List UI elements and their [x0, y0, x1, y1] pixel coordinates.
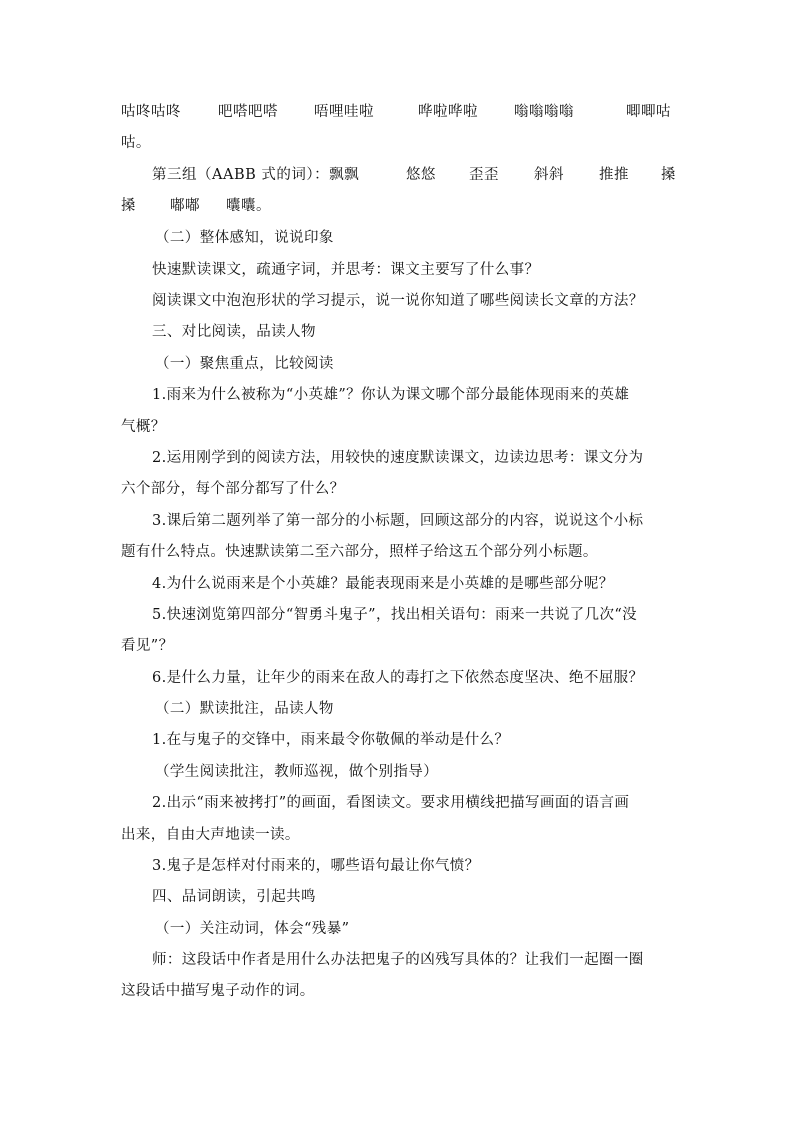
word-item: 搡 [661, 167, 676, 183]
word-item: 唔哩哇啦 [314, 104, 374, 120]
question-line: 题有什么特点。快速默读第二至六部分，照样子给这五个部分列小标题。 [121, 544, 598, 560]
section-heading: （二）整体感知，说说印象 [155, 230, 334, 246]
question-line: 6.是什么力量，让年少的雨来在敌人的毒打之下依然态度坚决、绝不屈服？ [152, 670, 644, 686]
question-line: 1.在与鬼子的交锋中，雨来最令你敬佩的举动是什么？ [152, 732, 510, 748]
question-line: 1.雨来为什么被称为“小英雄”？你认为课文哪个部分最能体现雨来的英雄 [152, 387, 630, 403]
question-line: 2.出示“雨来被拷打”的画面，看图读文。要求用横线把描写画面的语言画 [152, 795, 630, 811]
group3-row [121, 165, 681, 185]
question-line: 4.为什么说雨来是个小英雄？最能表现雨来是小英雄的是哪些部分呢？ [152, 576, 614, 592]
question-line: 出来，自由大声地读一读。 [121, 827, 300, 843]
word-item: 囔囔。 [226, 198, 271, 214]
paragraph-line: 快速默读课文，疏通字词，并思考：课文主要写了什么事？ [152, 262, 540, 278]
word-item: 推推 [599, 167, 629, 183]
word-item: 嘟嘟 [170, 198, 200, 214]
word-item: 嗡嗡嗡嗡 [514, 104, 574, 120]
word-item: 歪歪 [469, 167, 499, 183]
note-line: （学生阅读批注，教师巡视，做个别指导） [155, 764, 439, 780]
section-heading: （二）默读批注，品读人物 [155, 701, 334, 717]
word-item: 唧唧咕 [626, 104, 671, 120]
question-line: 看见”？ [121, 638, 174, 654]
section-heading: 三、对比阅读，品读人物 [152, 324, 316, 340]
question-line: 3.鬼子是怎样对付雨来的，哪些语句最让你气愤？ [152, 858, 480, 874]
paragraph-line: 师：这段话中作者是用什么办法把鬼子的凶残写具体的？让我们一起圈一圈 [152, 952, 644, 968]
question-line: 3.课后第二题列举了第一部分的小标题，回顾这部分的内容，说说这个小标 [152, 513, 644, 529]
word-item: 搡 [121, 198, 136, 214]
word-item: 哗啦哗啦 [418, 104, 478, 120]
group3-label: 第三组（AABB 式的词）：飘飘 [152, 167, 360, 183]
question-line: 六个部分，每个部分都写了什么？ [121, 481, 345, 497]
question-line: 气概？ [121, 419, 166, 435]
word-item: 悠悠 [406, 167, 436, 183]
group3-row-continued [121, 196, 681, 216]
section-heading: 四、品词朗读，引起共鸣 [152, 889, 316, 905]
question-line: 5.快速浏览第四部分“智勇斗鬼子”，找出相关语句：雨来一共说了几次“没 [152, 607, 638, 623]
word-item: 吧嗒吧嗒 [218, 104, 278, 120]
onomatopoeia-tail: 咕。 [121, 135, 151, 151]
section-heading: （一）关注动词，体会“残暴” [155, 921, 350, 937]
word-item: 斜斜 [534, 167, 564, 183]
paragraph-line: 这段话中描写鬼子动作的词。 [121, 983, 315, 999]
question-line: 2.运用刚学到的阅读方法，用较快的速度默读课文，边读边思考：课文分为 [152, 450, 644, 466]
onomatopoeia-row [121, 102, 681, 122]
paragraph-line: 阅读课文中泡泡形状的学习提示，说一说你知道了哪些阅读长文章的方法？ [152, 293, 644, 309]
section-heading: （一）聚焦重点，比较阅读 [155, 356, 334, 372]
word-item: 咕咚咕咚 [121, 104, 181, 120]
